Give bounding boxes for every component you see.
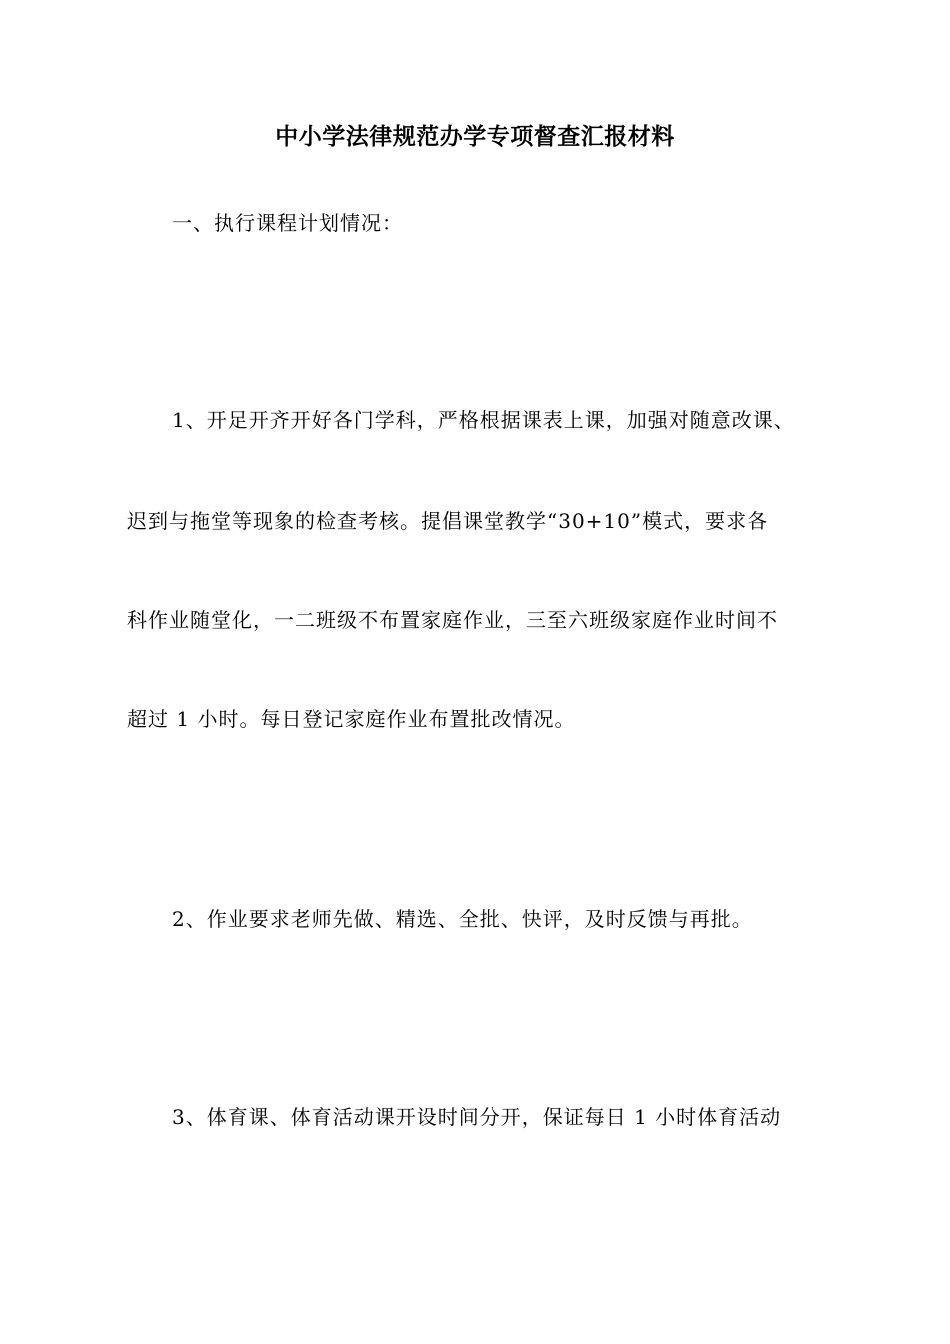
paragraph-line: 2、作业要求老师先做、精选、全批、快评，及时反馈与再批。 <box>172 907 753 931</box>
paragraph-line: 1、开足开齐开好各门学科，严格根据课表上课，加强对随意改课、 <box>172 408 795 432</box>
paragraph-line: 科作业随堂化，一二班级不布置家庭作业，三至六班级家庭作业时间不 <box>127 608 778 632</box>
paragraph-line: 3、体育课、体育活动课开设时间分开，保证每日 1 小时体育活动 <box>172 1105 782 1129</box>
section-heading: 一、执行课程计划情况： <box>172 211 403 235</box>
paragraph-line: 超过 1 小时。每日登记家庭作业布置批改情况。 <box>127 707 576 731</box>
document-title: 中小学法律规范办学专项督查汇报材料 <box>275 124 675 150</box>
paragraph-line: 迟到与拖堂等现象的检查考核。提倡课堂教学“30+10”模式，要求各 <box>127 509 769 533</box>
